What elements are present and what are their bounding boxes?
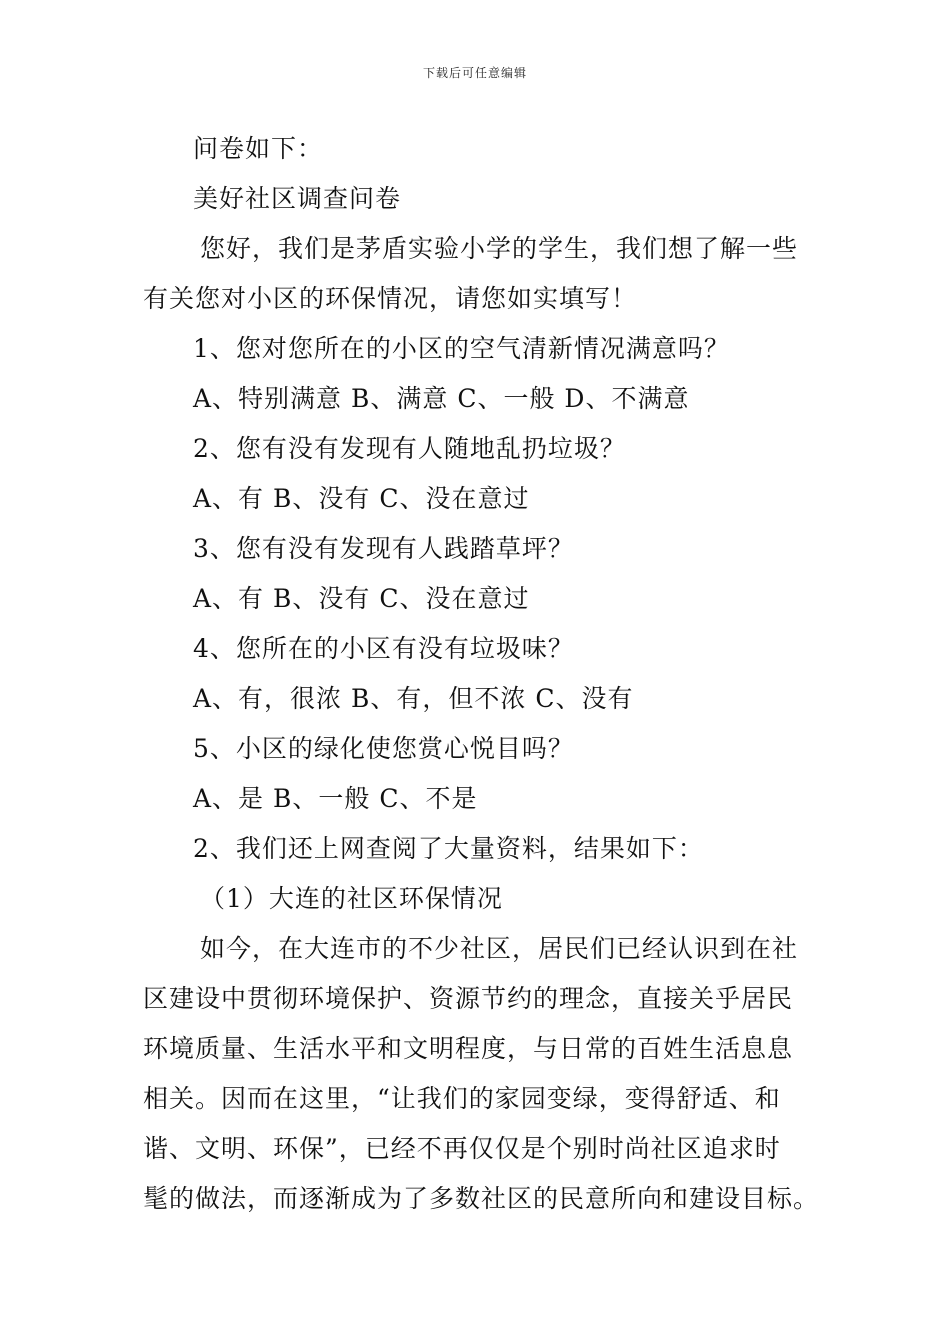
- question-1-options: A、特别满意 B、满意 C、一般 D、不满意: [193, 384, 690, 413]
- question-3-options: A、有 B、没有 C、没在意过: [193, 584, 530, 613]
- paragraph-line-1: 如今，在大连市的不少社区，居民们已经认识到在社: [200, 934, 799, 963]
- question-5-options: A、是 B、一般 C、不是: [193, 784, 478, 813]
- question-4: 4、您所在的小区有没有垃圾味？: [193, 634, 574, 663]
- paragraph-line-3: 环境质量、生活水平和文明程度，与日常的百姓生活息息: [143, 1034, 794, 1063]
- question-4-options: A、有，很浓 B、有，但不浓 C、没有: [193, 684, 634, 713]
- question-1: 1、您对您所在的小区的空气清新情况满意吗？: [193, 334, 730, 363]
- question-3: 3、您有没有发现有人践踏草坪？: [193, 534, 574, 563]
- question-2-options: A、有 B、没有 C、没在意过: [193, 484, 530, 513]
- question-5: 5、小区的绿化使您赏心悦目吗？: [193, 734, 574, 763]
- questionnaire-title: 美好社区调查问卷: [193, 184, 402, 213]
- section-2-heading: 2、我们还上网查阅了大量资料，结果如下：: [193, 834, 704, 863]
- greeting-line-1: 您好，我们是茅盾实验小学的学生，我们想了解一些: [200, 234, 799, 263]
- paragraph-line-4: 相关。因而在这里，“让我们的家园变绿，变得舒适、和: [143, 1084, 781, 1113]
- question-2: 2、您有没有发现有人随地乱扔垃圾？: [193, 434, 626, 463]
- greeting-line-2: 有关您对小区的环保情况，请您如实填写！: [143, 284, 638, 313]
- paragraph-line-2: 区建设中贯彻环境保护、资源节约的理念，直接关乎居民: [143, 984, 794, 1013]
- paragraph-line-5: 谐、文明、环保”，已经不再仅仅是个别时尚社区追求时: [143, 1134, 781, 1163]
- page-header-watermark: 下载后可任意编辑: [422, 66, 527, 80]
- questionnaire-intro: 问卷如下：: [193, 134, 324, 163]
- subsection-1-heading: （1）大连的社区环保情况: [200, 884, 503, 913]
- paragraph-line-6: 髦的做法，而逐渐成为了多数社区的民意所向和建设目标。: [143, 1184, 820, 1213]
